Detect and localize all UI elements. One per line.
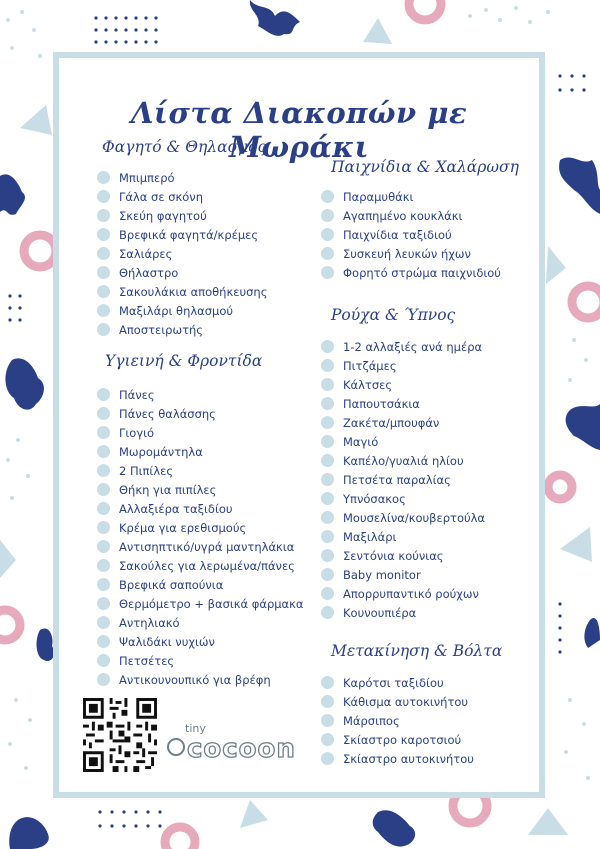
checklist-item-label: Γάλα σε σκόνη (119, 189, 204, 204)
checklist-item (97, 385, 304, 404)
bullet-dot-icon (97, 483, 110, 496)
checklist-item-label: Ζακέτα/μπουφάν (343, 415, 440, 430)
bullet-dot-icon (321, 209, 334, 222)
bullet-dot-icon (97, 673, 110, 686)
bullet-dot-icon (321, 266, 334, 279)
checklist-item (97, 168, 267, 187)
checklist-item (321, 565, 485, 584)
checklist-item-label: Παπουτσάκια (343, 396, 420, 411)
checklist-item-label: Αντικουνουπικό για βρέφη (119, 672, 271, 687)
bullet-dot-icon (97, 597, 110, 610)
checklist-item (321, 489, 485, 508)
checklist-item-label: 2 Πιπίλες (119, 463, 174, 478)
checklist-item-label: Αποστειρωτής (119, 322, 204, 337)
checklist-item (97, 575, 304, 594)
checklist-item-label: Βρεφικά σαπούνια (119, 577, 224, 592)
checklist-item (321, 508, 485, 527)
checklist-item (97, 537, 304, 556)
bullet-dot-icon (97, 426, 110, 439)
checklist-item (97, 480, 304, 499)
checklist-item (321, 711, 474, 730)
list-travel (321, 673, 474, 768)
list-food (97, 168, 267, 339)
bullet-dot-icon (321, 752, 334, 765)
checklist-item-label: Κάλτσες (343, 377, 393, 392)
bullet-dot-icon (321, 714, 334, 727)
checklist-item-label: Πετσέτα παραλίας (343, 472, 451, 487)
checklist-item (321, 244, 501, 263)
section-title-toys: Παιχνίδια & Χαλάρωση (331, 158, 519, 176)
checklist-item (321, 394, 485, 413)
checklist-item-label: Παιχνίδια ταξιδιού (343, 227, 452, 242)
checklist-item-label: Μάρσιπος (343, 713, 400, 728)
checklist-item-label: Καρότσι ταξιδίου (343, 675, 444, 690)
bullet-dot-icon (97, 559, 110, 572)
bullet-dot-icon (321, 454, 334, 467)
checklist-item-label: Μαξιλάρι (343, 529, 397, 544)
checklist-item-label: Μωρομάντηλα (119, 444, 203, 459)
checklist-item-label: Καπέλο/γυαλιά ηλίου (343, 453, 464, 468)
checklist-item (97, 320, 267, 339)
bullet-dot-icon (321, 435, 334, 448)
checklist-item-label: Αλλαξιέρα ταξιδίου (119, 501, 233, 516)
bullet-dot-icon (97, 171, 110, 184)
checklist-item-label: Κάθισμα αυτοκινήτου (343, 694, 469, 709)
bullet-dot-icon (97, 304, 110, 317)
checklist-item (97, 301, 267, 320)
checklist-item-label: Σκίαστρο αυτοκινήτου (343, 751, 474, 766)
bullet-dot-icon (321, 492, 334, 505)
bullet-dot-icon (321, 695, 334, 708)
bullet-dot-icon (97, 464, 110, 477)
bullet-dot-icon (321, 416, 334, 429)
bullet-dot-icon (321, 511, 334, 524)
bullet-dot-icon (97, 190, 110, 203)
bullet-dot-icon (97, 521, 110, 534)
checklist-item-label: Μαξιλάρι θηλασμού (119, 303, 234, 318)
bullet-dot-icon (321, 359, 334, 372)
bullet-dot-icon (97, 388, 110, 401)
checklist-item (97, 613, 304, 632)
bullet-dot-icon (321, 530, 334, 543)
checklist-item-label: Σεντόνια κούνιας (343, 548, 444, 563)
checklist-item-label: Θερμόμετρο + βασικά φάρμακα (119, 596, 304, 611)
bullet-dot-icon (97, 445, 110, 458)
checklist-item-label: Βρεφικά φαγητά/κρέμες (119, 227, 259, 242)
bullet-dot-icon (97, 407, 110, 420)
checklist-item-label: Πάνες (119, 387, 155, 402)
checklist-item (97, 461, 304, 480)
checklist-item (321, 206, 501, 225)
checklist-item-label: Αντηλιακό (119, 615, 180, 630)
checklist-item-label: Σακουλάκια αποθήκευσης (119, 284, 268, 299)
checklist-item (97, 518, 304, 537)
checklist-item-label: 1-2 αλλαξιές ανά ημέρα (343, 339, 483, 354)
bullet-dot-icon (321, 676, 334, 689)
checklist-card (53, 52, 545, 798)
checklist-item-label: Πιτζάμες (343, 358, 397, 373)
checklist-item (321, 470, 485, 489)
list-toys (321, 187, 501, 282)
bullet-dot-icon (97, 323, 110, 336)
checklist-item-label: Πάνες θαλάσσης (119, 406, 216, 421)
checklist-item (321, 692, 474, 711)
bullet-dot-icon (97, 228, 110, 241)
checklist-item-label: Πετσέτες (119, 653, 175, 668)
bullet-dot-icon (97, 285, 110, 298)
checklist-item-label: Γιογιό (119, 425, 155, 440)
checklist-item-label: Μουσελίνα/κουβερτούλα (343, 510, 486, 525)
checklist-item (97, 670, 304, 689)
logo-main-text: cocoon (187, 734, 296, 764)
checklist-item (321, 603, 485, 622)
bullet-dot-icon (321, 733, 334, 746)
checklist-item (321, 584, 485, 603)
qr-code-icon (83, 698, 157, 772)
page-title: Λίστα Διακοπών με Μωράκι (130, 96, 468, 164)
checklist-item-label: Παραμυθάκι (343, 189, 414, 204)
checklist-item-label: Σκίαστρο καροτσιού (343, 732, 462, 747)
checklist-item (321, 673, 474, 692)
checklist-item-label: Αντισηπτικό/υγρά μαντηλάκια (119, 539, 295, 554)
bullet-dot-icon (321, 606, 334, 619)
bullet-dot-icon (97, 540, 110, 553)
checklist-item (321, 413, 485, 432)
checklist-item (97, 632, 304, 651)
checklist-item-label: Συσκευή λευκών ήχων (343, 246, 471, 261)
checklist-item (97, 263, 267, 282)
checklist-item (97, 594, 304, 613)
checklist-item (321, 356, 485, 375)
section-title-food: Φαγητό & Θηλασμός (102, 138, 267, 156)
checklist-item (97, 499, 304, 518)
brand-logo (165, 722, 296, 772)
checklist-item (97, 282, 267, 301)
checklist-item-label: Μπιμπερό (119, 170, 175, 185)
logo-ring-icon (167, 738, 185, 756)
list-clothes (321, 337, 485, 622)
checklist-item (321, 749, 474, 768)
bullet-dot-icon (321, 549, 334, 562)
checklist-item (321, 337, 485, 356)
checklist-item-label: Σαλιάρες (119, 246, 173, 261)
checklist-item (97, 244, 267, 263)
bullet-dot-icon (321, 340, 334, 353)
checklist-item-label: Θήλαστρο (119, 265, 179, 280)
checklist-item-label: Φορητό στρώμα παιχνιδιού (343, 265, 501, 280)
checklist-item (97, 651, 304, 670)
checklist-item (97, 556, 304, 575)
checklist-item-label: Baby monitor (343, 567, 421, 582)
checklist-item (97, 423, 304, 442)
bullet-dot-icon (97, 266, 110, 279)
checklist-item (321, 225, 501, 244)
checklist-item (321, 451, 485, 470)
checklist-item (321, 527, 485, 546)
checklist-item (97, 442, 304, 461)
bullet-dot-icon (97, 247, 110, 260)
bullet-dot-icon (97, 635, 110, 648)
section-title-travel: Μετακίνηση & Βόλτα (331, 642, 503, 660)
section-title-hygiene: Υγιεινή & Φροντίδα (105, 352, 263, 370)
bullet-dot-icon (321, 247, 334, 260)
checklist-item-label: Κουνουπιέρα (343, 605, 417, 620)
checklist-item (321, 546, 485, 565)
checklist-item (321, 263, 501, 282)
bullet-dot-icon (321, 397, 334, 410)
checklist-item-label: Κρέμα για ερεθισμούς (119, 520, 247, 535)
checklist-item (97, 206, 267, 225)
checklist-item-label: Μαγιό (343, 434, 379, 449)
bullet-dot-icon (97, 209, 110, 222)
bullet-dot-icon (321, 228, 334, 241)
bullet-dot-icon (321, 190, 334, 203)
checklist-item-label: Αγαπημένο κουκλάκι (343, 208, 463, 223)
checklist-item (97, 225, 267, 244)
checklist-item-label: Σκεύη φαγητού (119, 208, 207, 223)
bullet-dot-icon (321, 473, 334, 486)
checklist-item (321, 730, 474, 749)
bullet-dot-icon (321, 587, 334, 600)
section-title-clothes: Ρούχα & Ύπνος (331, 306, 456, 324)
checklist-item (97, 404, 304, 423)
checklist-item-label: Απορρυπαντικό ρούχων (343, 586, 479, 601)
bullet-dot-icon (97, 578, 110, 591)
bullet-dot-icon (97, 654, 110, 667)
bullet-dot-icon (97, 616, 110, 629)
checklist-item (321, 432, 485, 451)
checklist-item-label: Υπνόσακος (343, 491, 406, 506)
list-hygiene (97, 385, 304, 689)
checklist-item (321, 375, 485, 394)
bullet-dot-icon (321, 568, 334, 581)
checklist-item (97, 187, 267, 206)
logo-small-text: tiny (185, 722, 206, 735)
bullet-dot-icon (97, 502, 110, 515)
bullet-dot-icon (321, 378, 334, 391)
checklist-item-label: Θήκη για πιπίλες (119, 482, 217, 497)
checklist-item-label: Σακούλες για λερωμένα/πάνες (119, 558, 295, 573)
checklist-item-label: Ψαλιδάκι νυχιών (119, 634, 215, 649)
checklist-item (321, 187, 501, 206)
